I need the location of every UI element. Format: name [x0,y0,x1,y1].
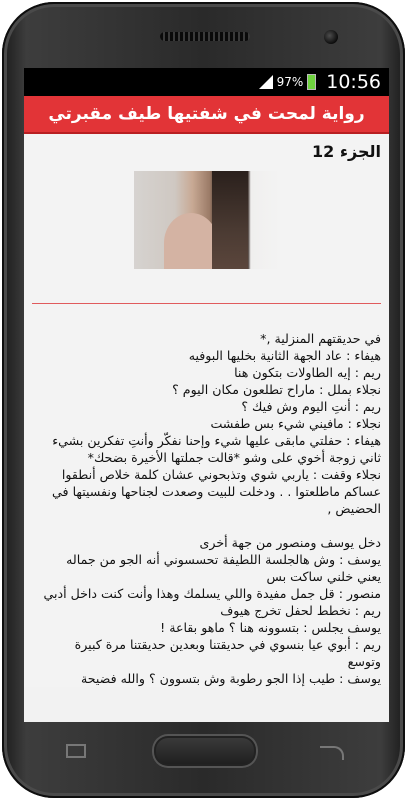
divider-line [32,303,381,304]
image-container [32,171,381,269]
battery-percent: 97% [276,75,304,89]
app-title: رواية لمحت في شفتيها طيف مقبرتي [48,104,365,124]
story-content[interactable] [24,134,389,687]
clock: 10:56 [326,71,381,93]
part-title: الجزء 12 [312,142,381,161]
signal-icon [259,75,273,89]
battery-level-fill [308,75,315,89]
home-button[interactable] [152,734,258,768]
battery-icon [307,74,316,90]
story-text: في حديقتهم المنزلية ,* هيفاء : عاد الجهة الثانية بخليها البوفيه ريم : إيه الطاولات بتكون هنا نجلاء بملل : ماراح تطلعون مكان اليوم ؟ ريم : أنتِ اليوم وش فيك ؟ نجلاء : مافيني شيء بس طفشت هيفاء : حفلتي مابقى عليها شيء وإحنا نفكّر وأنتِ تفكرين بشيء ثاني زوجة أخوي على وشو *قالت جملتها الأخيرة بضحك* نجلاء وقفت : ياربي شوي وتذبحوني عشان كلمة خلاص أنطقوا عساكم ماطلعتوا . . ودخلت للبيت وصعدت لجناحها ونفسيتها في الحضيض , دخل يوسف ومنصور من جهة أخرى يوسف : وش هالجلسة اللطيفة تحسسوني أنه الجو من جماله يعني خلني ساكت بس منصور : قل جمل مفيدة واللي يسلمك وهذا وأنت كنت داخل أدبي ريم : نخطط لحفل تخرج هيوف يوسف يجلس : بتسوونه هنا ؟ ماهو بقاعة ! ريم : أبوي عيا بنسوي في حديقتنا وبعدين حديقتنا مرة كبيرة وتوسع يوسف : طيب إذا الجو رطوبة وش بتسوون ؟ والله فضيحة [43,331,381,686]
phone-frame [2,2,405,798]
story-image-hair [212,171,248,269]
screen [24,68,389,722]
status-bar [24,68,389,96]
speaker-grille [160,32,250,41]
front-camera [324,30,338,44]
story-image-shoulder [164,213,218,269]
menu-icon[interactable] [66,744,86,758]
story-image [134,171,280,269]
back-icon[interactable] [320,746,344,760]
app-bar [24,96,389,134]
